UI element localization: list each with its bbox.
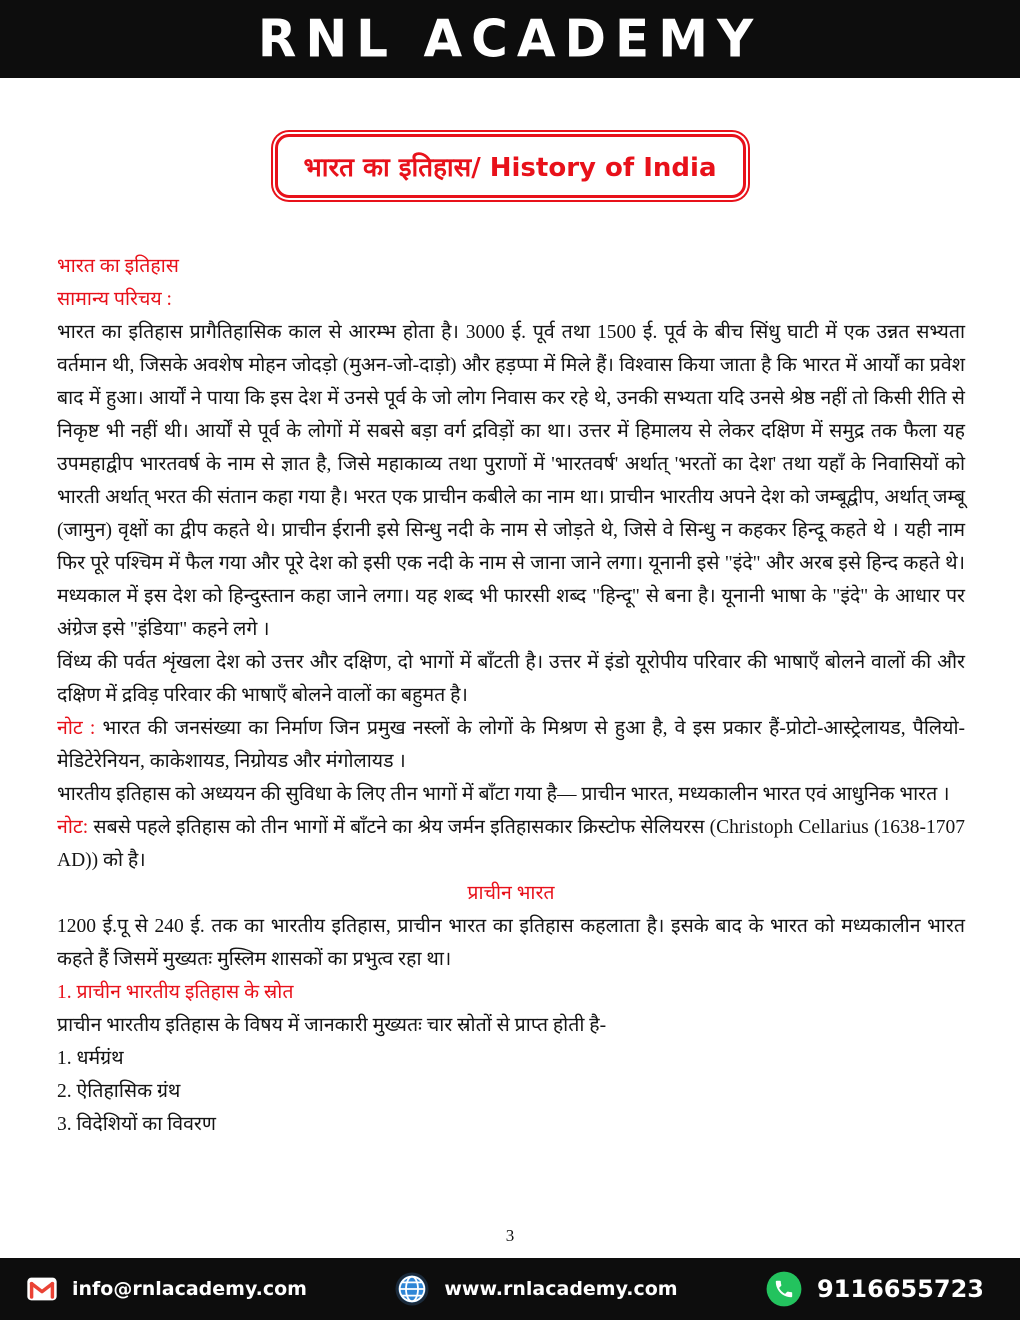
para-ancient-india: 1200 ई.पू से 240 ई. तक का भारतीय इतिहास, प्राचीन भारत का इतिहास कहलाता है। इसके बाद के भारत को मध्यकालीन भारत कहते हैं जिसमें मुख्यतः मुस्लिम शासकों का प्रभुत्व रहा था।: [57, 916, 965, 970]
footer-bar: [0, 1258, 1020, 1320]
phone-text: 9116655723: [816, 1275, 984, 1303]
brand-title: RNL ACADEMY: [257, 8, 763, 70]
globe-icon: [394, 1271, 430, 1307]
note-2-label: नोट:: [57, 817, 89, 838]
list-item-source-2: 2. ऐतिहासिक ग्रंथ: [57, 1081, 181, 1102]
note-1-text: भारत की जनसंख्या का निर्माण जिन प्रमुख नस्लों के लोगों के मिश्रण से हुआ है, वे इस प्रकार हैं-प्रोटो-आस्ट्रेलायड, पैलियो- मेडिटेरेनियन, काकेशायड, निग्रोयड और मंगोलायड ।: [57, 718, 965, 772]
para-note-2: [57, 811, 965, 877]
subsection-heading-sources: 1. प्राचीन भारतीय इतिहास के स्रोत: [57, 982, 294, 1003]
section-heading-ancient-india: प्राचीन भारत: [467, 883, 555, 904]
para-division: भारतीय इतिहास को अध्ययन की सुविधा के लिए तीन भागों में बाँटा गया है— प्राचीन भारत, मध्यकालीन भारत एवं आधुनिक भारत ।: [57, 784, 950, 805]
list-item-source-1: 1. धर्मग्रंथ: [57, 1048, 124, 1069]
title-box: [275, 134, 746, 198]
heading-history: भारत का इतिहास: [57, 256, 179, 277]
whatsapp-phone-icon: [765, 1270, 803, 1308]
para-intro: भारत का इतिहास प्रागैतिहासिक काल से आरम्भ होता है। 3000 ई. पूर्व तथा 1500 ई. पूर्व के बीच सिंधु घाटी में एक उन्नत सभ्यता वर्तमान थी, जिसके अवशेष मोहन जोदड़ो (मुअन-जो-दाड़ो) और हड़प्पा में मिले हैं। विश्वास किया जाता है कि भारत में आर्यों का प्रवेश बाद में हुआ। आर्यों ने पाया कि इस देश में उनसे पूर्व के जो लोग निवास कर रहे थे, उनकी सभ्यता यदि उनसे श्रेष्ठ नहीं तो किसी रीति से निकृष्ट भी नहीं थी। आर्यों से पूर्व के लोगों में सबसे बड़ा वर्ग द्रविड़ों का था। उत्तर में हिमालय से लेकर दक्षिण में समुद्र तक फैला यह उपमहाद्वीप भारतवर्ष के नाम से ज्ञात है, जिसे महाकाव्य तथा पुराणों में 'भारतवर्ष' अर्थात् 'भरतों का देश' तथा यहाँ के निवासियों को भारती अर्थात् भरत की संतान कहा गया है। भरत एक प्राचीन कबीले का नाम था। प्राचीन भारतीय अपने देश को जम्बूद्वीप, अर्थात् जम्बू (जामुन) वृक्षों का द्वीप कहते थे। प्राचीन ईरानी इसे सिन्धु नदी के नाम से जोड़ते थे, जिसे वे सिन्धु न कहकर हिन्दू कहते थे । यही नाम फिर पूरे पश्चिम में फैल गया और पूरे देश को इसी एक नदी के नाम से जाना जाने लगा। यूनानी इसे "इंदे" और अरब इसे हिन्द कहते थे। मध्यकाल में इस देश को हिन्दुस्तान कहा जाने लगा। यह शब्द भी फारसी शब्द "हिन्दू" से बना है। यूनानी भाषा के "इंदे" के आधार पर अंग्रेज इसे "इंडिया" कहने लगे ।: [57, 322, 965, 640]
para-sources-intro: प्राचीन भारतीय इतिहास के विषय में जानकारी मुख्यतः चार स्रोतों से प्राप्त होती है-: [57, 1015, 607, 1036]
document-body: [57, 250, 965, 1141]
gmail-email-icon: [26, 1273, 58, 1305]
email-text: info@rnlacademy.com: [72, 1278, 307, 1300]
list-item-source-3: 3. विदेशियों का विवरण: [57, 1114, 217, 1135]
header-bar: [0, 0, 1020, 78]
note-2-text: सबसे पहले इतिहास को तीन भागों में बाँटने का श्रेय जर्मन इतिहासकार क्रिस्टोफ सेलियरस (Christoph Cellarius (1638-1707 AD)) को है।: [57, 817, 965, 871]
page-number: 3: [505, 1226, 515, 1245]
website-contact: [394, 1271, 677, 1307]
note-1-label: नोट :: [57, 718, 96, 739]
email-contact: [26, 1273, 307, 1305]
website-text: www.rnlacademy.com: [444, 1278, 678, 1300]
phone-contact: [765, 1270, 984, 1308]
para-note-1: [57, 712, 965, 778]
heading-general-intro: सामान्य परिचय :: [57, 289, 172, 310]
para-vindhya: विंध्य की पर्वत शृंखला देश को उत्तर और दक्षिण, दो भागों में बाँटती है। उत्तर में इंडो यूरोपीय परिवार की भाषाएँ बोलने वालों की और दक्षिण में द्रविड़ परिवार की भाषाएँ बोलने वालों का बहुमत है।: [57, 652, 965, 706]
title-box-row: [0, 134, 1020, 198]
page-title: भारत का इतिहास/ History of India: [303, 153, 717, 183]
